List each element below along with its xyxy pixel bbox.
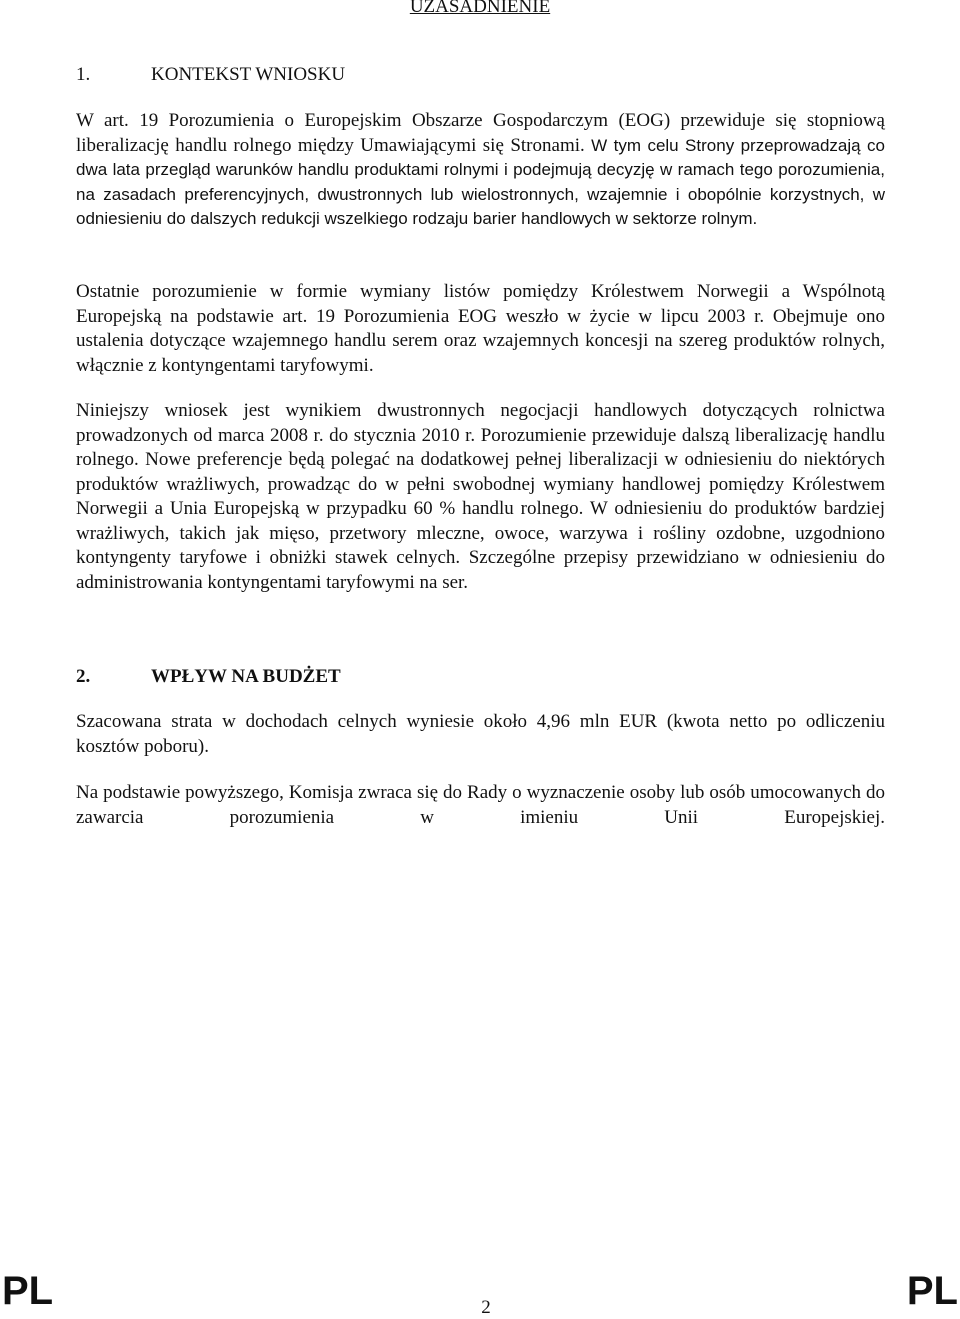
section-2-paragraph-2: Na podstawie powyższego, Komisja zwraca się do Rady o wyznaczenie osoby lub osób umocowanych do zawarcia porozumienia w imieniu Unii Europejskiej. [76,782,885,828]
page-number: 2 [481,1297,491,1318]
document-title [0,0,960,19]
section-1-number: 1. [76,64,91,85]
section-2-title: WPŁYW NA BUDŻET [151,666,341,687]
section-1-paragraph-3: Niniejszy wniosek jest wynikiem dwustronnych negocjacji handlowych dotyczących rolnictwa prowadzonych od marca 2008 r. do stycznia 2010 r. Porozumienie przewiduje dalszą liberalizację handlu rolnego. Nowe preferencje będą polegać na dodatkowej pełnej liberalizacji w odniesieniu do niektórych produktów wrażliwych, prowadząc do w pełni swobodnej wymiany handlowej pomiędzy Królestwem Norwegii a Unia Europejską w przypadku 60 % handlu rolnego. W odniesieniu do produktów bardziej wrażliwych, takich jak mięso, przetwory mleczne, owoce, warzywa i rośliny ozdobne, uzgodniono kontyngenty taryfowe i obniżki stawek celnych. Szczególne przepisy przewidziano w odniesieniu do administrowania kontyngentami taryfowymi na ser. [76,400,885,593]
section-2-number: 2. [76,666,91,687]
document-title-text: UZASADNIENIE [409,0,551,17]
section-1-title: KONTEKST WNIOSKU [151,64,346,85]
section-2-paragraph-1: Szacowana strata w dochodach celnych wyniesie około 4,96 mln EUR (kwota netto po odliczeniu kosztów poboru). [76,711,885,757]
section-1-paragraph-1-sans: W tym celu Strony przeprowadzają co dwa lata przegląd warunków handlu produktami rolnymi i podejmują decyzję w ramach tego porozumienia, na zasadach preferencyjnych, dwustronnych lub wielostronnych, wzajemnie i obopólnie korzystnych, w odniesieniu do dalszych redukcji wszelkiego rodzaju barier handlowych w sektorze rolnym. [76,135,885,228]
footer-language-left: PL [2,1269,54,1313]
section-1-heading [76,63,345,87]
section-1-paragraph-1-serif: W art. 19 Porozumienia o Europejskim Obszarze Gospodarczym (EOG) przewiduje się stopniową liberalizację handlu rolnego między Umawiającymi się Stronami. [76,110,885,156]
section-1-paragraph-1 [76,109,885,232]
section-1-paragraph-2: Ostatnie porozumienie w formie wymiany listów pomiędzy Królestwem Norwegii a Wspólnotą Europejską na podstawie art. 19 Porozumienia EOG weszło w życie w lipcu 2003 r. Obejmuje ono ustalenia dotyczące wzajemnego handlu serem oraz wzajemnych koncesji na szereg produktów rolnych, włącznie z kontyngentami taryfowymi. [76,281,885,376]
section-2-heading [76,665,341,689]
footer-language-right: PL [906,1269,958,1313]
